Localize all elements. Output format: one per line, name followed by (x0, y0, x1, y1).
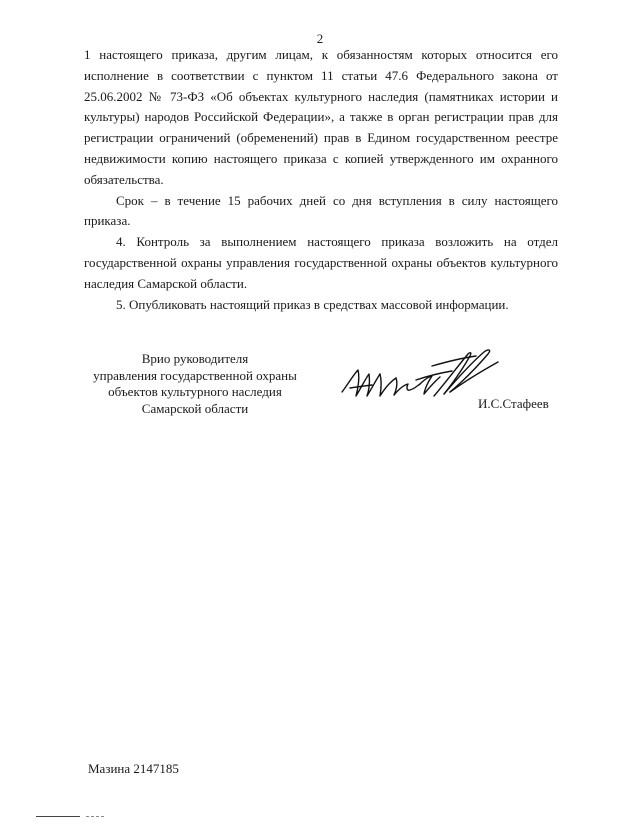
signer-name: И.С.Стафеев (478, 396, 549, 411)
scan-edge-mark (36, 815, 104, 818)
paragraph-deadline: Срок – в течение 15 рабочих дней со дня вступления в силу настоящего приказа. (84, 192, 558, 229)
executor-contact: Мазина 2147185 (88, 761, 179, 776)
signatory-title-line: объектов культурного наследия (108, 384, 282, 399)
order-body (84, 45, 558, 315)
paragraph-continuation: 1 настоящего приказа, другим лицам, к обязанностям которых относится его исполнение в соответствии с пунктом 11 статьи 47.6 Федерального закона от 25.06.2002 № 73-ФЗ «Об объектах культурного наследия (памятниках истории и культуры) народов Российской Федерации», а также в орган регистрации прав для регистрации ограничений (обременений) прав в Едином государственном реестре недвижимости копию настоящего приказа с копией утвержденного им охранного обязательства. (84, 47, 558, 187)
signatory-title (80, 351, 310, 417)
signatory-title-line: Врио руководителя (141, 351, 249, 366)
paragraph-control: 4. Контроль за выполнением настоящего приказа возложить на отдел государственной охраны управления государственной охраны объектов культурного наследия Самарской области. (84, 234, 558, 291)
signatory-title-line: управления государственной охраны (93, 367, 297, 383)
page-number: 2 (316, 31, 324, 46)
signatory-title-line: Самарской области (141, 400, 249, 416)
paragraph-publish: 5. Опубликовать настоящий приказ в средствах массовой информации. (116, 296, 509, 312)
